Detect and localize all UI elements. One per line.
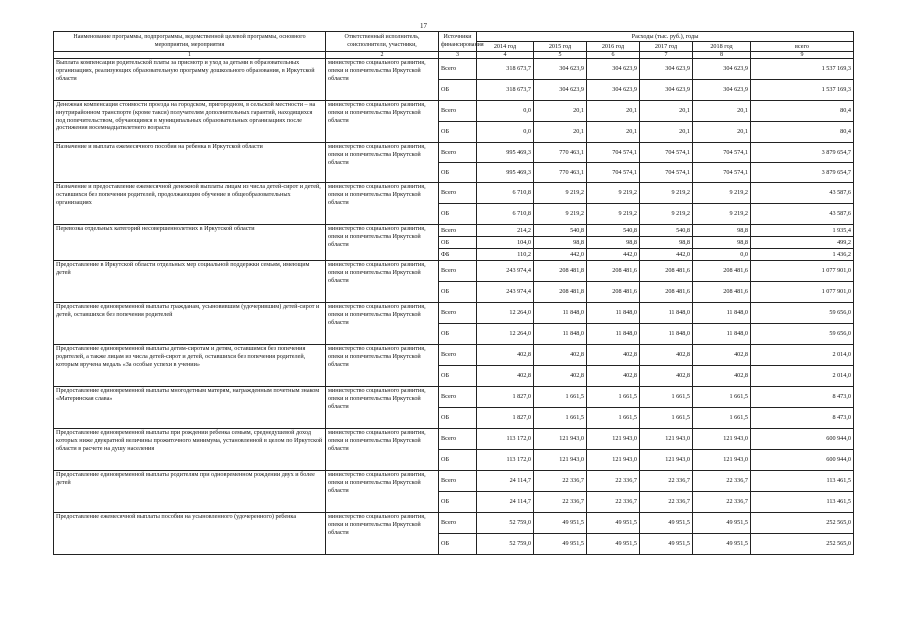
funding-source-cell: ОБ xyxy=(439,122,477,143)
total-cell: 499,2 xyxy=(751,237,854,249)
year-value-cell: 121 943,0 xyxy=(534,450,587,471)
column-number-row xyxy=(54,52,854,59)
year-value-cell: 98,8 xyxy=(693,225,751,237)
year-value-cell: 22 336,7 xyxy=(693,471,751,492)
executor-cell: министерство социального развития, опеки и попечительства Иркутской области xyxy=(326,101,439,143)
year-value-cell: 49 951,5 xyxy=(693,534,751,555)
year-value-cell: 6 710,8 xyxy=(477,183,534,204)
year-value-cell: 98,8 xyxy=(587,237,640,249)
year-value-cell: 1 661,5 xyxy=(534,387,587,408)
table-row xyxy=(54,59,854,80)
funding-source-cell: Всего xyxy=(439,261,477,282)
program-name-cell: Перевозка отдельных категорий несовершеннолетних в Иркутской области xyxy=(54,225,326,261)
year-value-cell: 0,0 xyxy=(693,249,751,261)
funding-source-cell: ОБ xyxy=(439,450,477,471)
year-value-cell: 304 623,9 xyxy=(534,80,587,101)
executor-cell: министерство социального развития, опеки и попечительства Иркутской области xyxy=(326,261,439,303)
year-value-cell: 113 172,0 xyxy=(477,450,534,471)
year-value-cell: 442,0 xyxy=(587,249,640,261)
funding-source-cell: Всего xyxy=(439,345,477,366)
year-value-cell: 402,8 xyxy=(587,366,640,387)
year-value-cell: 24 114,7 xyxy=(477,471,534,492)
year-value-cell: 208 481,6 xyxy=(640,261,693,282)
year-value-cell: 995 469,3 xyxy=(477,143,534,163)
year-value-cell: 20,1 xyxy=(534,122,587,143)
total-cell: 1 077 901,0 xyxy=(751,282,854,303)
year-value-cell: 9 219,2 xyxy=(640,204,693,225)
year-value-cell: 11 848,0 xyxy=(640,324,693,345)
year-value-cell: 52 759,0 xyxy=(477,513,534,534)
total-cell: 3 879 654,7 xyxy=(751,143,854,163)
total-cell: 113 461,5 xyxy=(751,471,854,492)
year-value-cell: 22 336,7 xyxy=(534,492,587,513)
year-value-cell: 704 574,1 xyxy=(587,143,640,163)
year-value-cell: 402,8 xyxy=(534,366,587,387)
funding-source-cell: ОБ xyxy=(439,366,477,387)
program-name-cell: Предоставление единовременной выплаты при рождении ребенка семьям, среднедушевой доход которых ниже двукратной величины прожиточного минимума, установленной в целом по Иркутской области в расчете на душу населения xyxy=(54,429,326,471)
year-value-cell: 704 574,1 xyxy=(640,163,693,183)
table-row xyxy=(54,345,854,366)
year-value-cell: 121 943,0 xyxy=(534,429,587,450)
executor-cell: министерство социального развития, опеки и попечительства Иркутской области xyxy=(326,183,439,225)
program-name-cell: Предоставление в Иркутской области отдельных мер социальной поддержки семьям, имеющим детей xyxy=(54,261,326,303)
table-row xyxy=(54,183,854,204)
program-name-cell: Выплата компенсации родительской платы за присмотр и уход за детьми в образовательных организациях, реализующих образовательную программу дошкольного образования, в Иркутской области xyxy=(54,59,326,101)
year-value-cell: 20,1 xyxy=(693,122,751,143)
total-cell: 2 014,0 xyxy=(751,366,854,387)
year-value-cell: 770 463,1 xyxy=(534,143,587,163)
year-value-cell: 304 623,9 xyxy=(534,59,587,80)
year-value-cell: 11 848,0 xyxy=(587,303,640,324)
year-value-cell: 304 623,9 xyxy=(587,80,640,101)
year-value-cell: 1 661,5 xyxy=(587,408,640,429)
year-value-cell: 20,1 xyxy=(587,101,640,122)
year-value-cell: 540,8 xyxy=(534,225,587,237)
total-cell: 3 879 654,7 xyxy=(751,163,854,183)
year-value-cell: 9 219,2 xyxy=(693,183,751,204)
year-value-cell: 1 661,5 xyxy=(693,408,751,429)
year-value-cell: 704 574,1 xyxy=(587,163,640,183)
year-value-cell: 49 951,5 xyxy=(640,534,693,555)
year-value-cell: 402,8 xyxy=(477,345,534,366)
funding-source-cell: Всего xyxy=(439,387,477,408)
year-value-cell: 6 710,8 xyxy=(477,204,534,225)
year-value-cell: 1 661,5 xyxy=(693,387,751,408)
column-number: 1 xyxy=(54,52,326,59)
funding-source-cell: ОБ xyxy=(439,408,477,429)
year-value-cell: 20,1 xyxy=(534,101,587,122)
year-value-cell: 1 827,0 xyxy=(477,408,534,429)
page-number: 17 xyxy=(420,22,427,30)
year-value-cell: 208 481,6 xyxy=(693,261,751,282)
year-value-cell: 121 943,0 xyxy=(587,450,640,471)
year-value-cell: 1 661,5 xyxy=(534,408,587,429)
column-number: 6 xyxy=(587,52,640,59)
funding-source-cell: ФБ xyxy=(439,249,477,261)
funding-source-cell: Всего xyxy=(439,471,477,492)
year-value-cell: 11 848,0 xyxy=(534,324,587,345)
total-cell: 252 565,0 xyxy=(751,513,854,534)
year-value-cell: 121 943,0 xyxy=(587,429,640,450)
funding-source-cell: ОБ xyxy=(439,492,477,513)
year-value-cell: 113 172,0 xyxy=(477,429,534,450)
header-year: 2014 год xyxy=(477,42,534,52)
total-cell: 1 537 169,3 xyxy=(751,59,854,80)
year-value-cell: 22 336,7 xyxy=(693,492,751,513)
total-cell: 59 656,0 xyxy=(751,303,854,324)
total-cell: 43 587,6 xyxy=(751,204,854,225)
executor-cell: министерство социального развития, опеки и попечительства Иркутской области xyxy=(326,513,439,555)
total-cell: 252 565,0 xyxy=(751,534,854,555)
year-value-cell: 304 623,9 xyxy=(693,80,751,101)
header-year: 2016 год xyxy=(587,42,640,52)
column-number: 2 xyxy=(326,52,439,59)
funding-source-cell: ОБ xyxy=(439,534,477,555)
funding-source-cell: ОБ xyxy=(439,324,477,345)
year-value-cell: 12 264,0 xyxy=(477,303,534,324)
year-value-cell: 98,8 xyxy=(534,237,587,249)
table-row xyxy=(54,303,854,324)
year-value-cell: 20,1 xyxy=(587,122,640,143)
year-value-cell: 104,0 xyxy=(477,237,534,249)
year-value-cell: 402,8 xyxy=(693,366,751,387)
executor-cell: министерство социального развития, опеки и попечительства Иркутской области xyxy=(326,59,439,101)
funding-source-cell: Всего xyxy=(439,225,477,237)
year-value-cell: 9 219,2 xyxy=(640,183,693,204)
year-value-cell: 402,8 xyxy=(640,366,693,387)
year-value-cell: 704 574,1 xyxy=(640,143,693,163)
total-cell: 113 461,5 xyxy=(751,492,854,513)
executor-cell: министерство социального развития, опеки и попечительства Иркутской области xyxy=(326,303,439,345)
year-value-cell: 304 623,9 xyxy=(587,59,640,80)
year-value-cell: 11 848,0 xyxy=(587,324,640,345)
year-value-cell: 52 759,0 xyxy=(477,534,534,555)
funding-source-cell: Всего xyxy=(439,429,477,450)
total-cell: 43 587,6 xyxy=(751,183,854,204)
executor-cell: министерство социального развития, опеки и попечительства Иркутской области xyxy=(326,143,439,183)
total-cell: 2 014,0 xyxy=(751,345,854,366)
program-name-cell: Денежная компенсация стоимости проезда на городском, пригородном, в сельской местности – на внутрирайонном транспорте (кроме такси) получателям дополнительных гарантий, находящихся под попечительством, обучающимся в муниципальных образовательных организациях после достижения восемнадцатилетнего возраста xyxy=(54,101,326,143)
funding-source-cell: ОБ xyxy=(439,237,477,249)
column-number: 4 xyxy=(477,52,534,59)
year-value-cell: 704 574,1 xyxy=(693,143,751,163)
total-cell: 80,4 xyxy=(751,101,854,122)
year-value-cell: 110,2 xyxy=(477,249,534,261)
year-value-cell: 98,8 xyxy=(640,237,693,249)
program-name-cell: Предоставление единовременной выплаты многодетным матерям, награжденным почетным знаком «Материнская слава» xyxy=(54,387,326,429)
year-value-cell: 704 574,1 xyxy=(693,163,751,183)
year-value-cell: 121 943,0 xyxy=(640,429,693,450)
year-value-cell: 11 848,0 xyxy=(640,303,693,324)
header-total: всего xyxy=(751,42,854,52)
table-row xyxy=(54,101,854,122)
year-value-cell: 49 951,5 xyxy=(693,513,751,534)
funding-source-cell: ОБ xyxy=(439,80,477,101)
year-value-cell: 214,2 xyxy=(477,225,534,237)
expenditure-table xyxy=(53,31,854,555)
year-value-cell: 402,8 xyxy=(534,345,587,366)
table-row xyxy=(54,261,854,282)
year-value-cell: 20,1 xyxy=(693,101,751,122)
funding-source-cell: Всего xyxy=(439,59,477,80)
year-value-cell: 1 661,5 xyxy=(640,387,693,408)
program-name-cell: Назначение и предоставление ежемесячной денежной выплаты лицам из числа детей-сирот и детей, оставшихся без попечения родителей, продолжающим обучение в общеобразовательных организациях xyxy=(54,183,326,225)
year-value-cell: 49 951,5 xyxy=(587,513,640,534)
total-cell: 1 935,4 xyxy=(751,225,854,237)
year-value-cell: 9 219,2 xyxy=(534,204,587,225)
year-value-cell: 540,8 xyxy=(640,225,693,237)
total-cell: 8 473,0 xyxy=(751,408,854,429)
executor-cell: министерство социального развития, опеки и попечительства Иркутской области xyxy=(326,471,439,513)
year-value-cell: 402,8 xyxy=(587,345,640,366)
year-value-cell: 770 463,1 xyxy=(534,163,587,183)
year-value-cell: 11 848,0 xyxy=(693,303,751,324)
column-number: 8 xyxy=(693,52,751,59)
total-cell: 8 473,0 xyxy=(751,387,854,408)
year-value-cell: 49 951,5 xyxy=(534,513,587,534)
year-value-cell: 304 623,9 xyxy=(693,59,751,80)
year-value-cell: 20,1 xyxy=(640,101,693,122)
table-row xyxy=(54,143,854,163)
total-cell: 59 656,0 xyxy=(751,324,854,345)
year-value-cell: 1 661,5 xyxy=(587,387,640,408)
year-value-cell: 9 219,2 xyxy=(534,183,587,204)
header-year: 2017 год xyxy=(640,42,693,52)
year-value-cell: 208 481,8 xyxy=(534,261,587,282)
year-value-cell: 442,0 xyxy=(534,249,587,261)
year-value-cell: 304 623,9 xyxy=(640,80,693,101)
total-cell: 1 537 169,3 xyxy=(751,80,854,101)
funding-source-cell: ОБ xyxy=(439,163,477,183)
year-value-cell: 9 219,2 xyxy=(587,183,640,204)
year-value-cell: 243 974,4 xyxy=(477,282,534,303)
table-row xyxy=(54,471,854,492)
year-value-cell: 22 336,7 xyxy=(640,471,693,492)
year-value-cell: 208 481,6 xyxy=(693,282,751,303)
column-number: 7 xyxy=(640,52,693,59)
table-row xyxy=(54,387,854,408)
year-value-cell: 208 481,8 xyxy=(534,282,587,303)
program-name-cell: Предоставление ежемесячной выплаты пособия на усыновленного (удочеренного) ребенка xyxy=(54,513,326,555)
total-cell: 600 944,0 xyxy=(751,429,854,450)
year-value-cell: 318 673,7 xyxy=(477,59,534,80)
year-value-cell: 22 336,7 xyxy=(587,492,640,513)
year-value-cell: 243 974,4 xyxy=(477,261,534,282)
year-value-cell: 121 943,0 xyxy=(693,450,751,471)
funding-source-cell: Всего xyxy=(439,101,477,122)
column-number: 3 xyxy=(439,52,477,59)
year-value-cell: 121 943,0 xyxy=(640,450,693,471)
executor-cell: министерство социального развития, опеки и попечительства Иркутской области xyxy=(326,225,439,261)
year-value-cell: 0,0 xyxy=(477,101,534,122)
year-value-cell: 402,8 xyxy=(477,366,534,387)
year-value-cell: 24 114,7 xyxy=(477,492,534,513)
year-value-cell: 49 951,5 xyxy=(640,513,693,534)
header-program-name: Наименование программы, подпрограммы, ведомственной целевой программы, основного мероприятия, мероприятия xyxy=(54,32,326,52)
year-value-cell: 208 481,6 xyxy=(587,282,640,303)
program-name-cell: Назначение и выплата ежемесячного пособия на ребенка в Иркутской области xyxy=(54,143,326,183)
total-cell: 80,4 xyxy=(751,122,854,143)
funding-source-cell: ОБ xyxy=(439,282,477,303)
year-value-cell: 49 951,5 xyxy=(587,534,640,555)
year-value-cell: 12 264,0 xyxy=(477,324,534,345)
year-value-cell: 540,8 xyxy=(587,225,640,237)
column-number: 9 xyxy=(751,52,854,59)
year-value-cell: 318 673,7 xyxy=(477,80,534,101)
program-name-cell: Предоставление единовременной выплаты детям-сиротам и детям, оставшимся без попечения родителей, а также лицам из числа детей-сирот и детей, оставшихся без попечения родителей, которым вручена медаль «За особые успехи в учении» xyxy=(54,345,326,387)
funding-source-cell: Всего xyxy=(439,183,477,204)
year-value-cell: 442,0 xyxy=(640,249,693,261)
program-name-cell: Предоставление единовременной выплаты гражданам, усыновившим (удочерившим) детей-сирот и детей, оставшихся без попечения родителей xyxy=(54,303,326,345)
funding-source-cell: Всего xyxy=(439,143,477,163)
table-row xyxy=(54,225,854,237)
header-year: 2018 год xyxy=(693,42,751,52)
total-cell: 1 077 901,0 xyxy=(751,261,854,282)
funding-source-cell: Всего xyxy=(439,303,477,324)
year-value-cell: 0,0 xyxy=(477,122,534,143)
header-funding-source: Источники финансирования xyxy=(439,32,477,52)
year-value-cell: 11 848,0 xyxy=(534,303,587,324)
header-expenses: Расходы (тыс. руб.), годы xyxy=(477,32,854,42)
year-value-cell: 22 336,7 xyxy=(534,471,587,492)
total-cell: 1 436,2 xyxy=(751,249,854,261)
column-number: 5 xyxy=(534,52,587,59)
executor-cell: министерство социального развития, опеки и попечительства Иркутской области xyxy=(326,345,439,387)
year-value-cell: 49 951,5 xyxy=(534,534,587,555)
funding-source-cell: ОБ xyxy=(439,204,477,225)
year-value-cell: 20,1 xyxy=(640,122,693,143)
year-value-cell: 402,8 xyxy=(693,345,751,366)
total-cell: 600 944,0 xyxy=(751,450,854,471)
table-row xyxy=(54,513,854,534)
year-value-cell: 9 219,2 xyxy=(587,204,640,225)
year-value-cell: 22 336,7 xyxy=(640,492,693,513)
year-value-cell: 11 848,0 xyxy=(693,324,751,345)
header-year: 2015 год xyxy=(534,42,587,52)
executor-cell: министерство социального развития, опеки и попечительства Иркутской области xyxy=(326,429,439,471)
year-value-cell: 9 219,2 xyxy=(693,204,751,225)
year-value-cell: 1 827,0 xyxy=(477,387,534,408)
year-value-cell: 208 481,6 xyxy=(587,261,640,282)
executor-cell: министерство социального развития, опеки и попечительства Иркутской области xyxy=(326,387,439,429)
year-value-cell: 98,8 xyxy=(693,237,751,249)
year-value-cell: 995 469,3 xyxy=(477,163,534,183)
year-value-cell: 121 943,0 xyxy=(693,429,751,450)
funding-source-cell: Всего xyxy=(439,513,477,534)
table-row xyxy=(54,429,854,450)
year-value-cell: 1 661,5 xyxy=(640,408,693,429)
header-executor: Ответственный исполнитель, соисполнители, участники, xyxy=(326,32,439,52)
year-value-cell: 304 623,9 xyxy=(640,59,693,80)
program-name-cell: Предоставление единовременной выплаты родителям при одновременном рождении двух и более детей xyxy=(54,471,326,513)
year-value-cell: 22 336,7 xyxy=(587,471,640,492)
year-value-cell: 208 481,6 xyxy=(640,282,693,303)
year-value-cell: 402,8 xyxy=(640,345,693,366)
